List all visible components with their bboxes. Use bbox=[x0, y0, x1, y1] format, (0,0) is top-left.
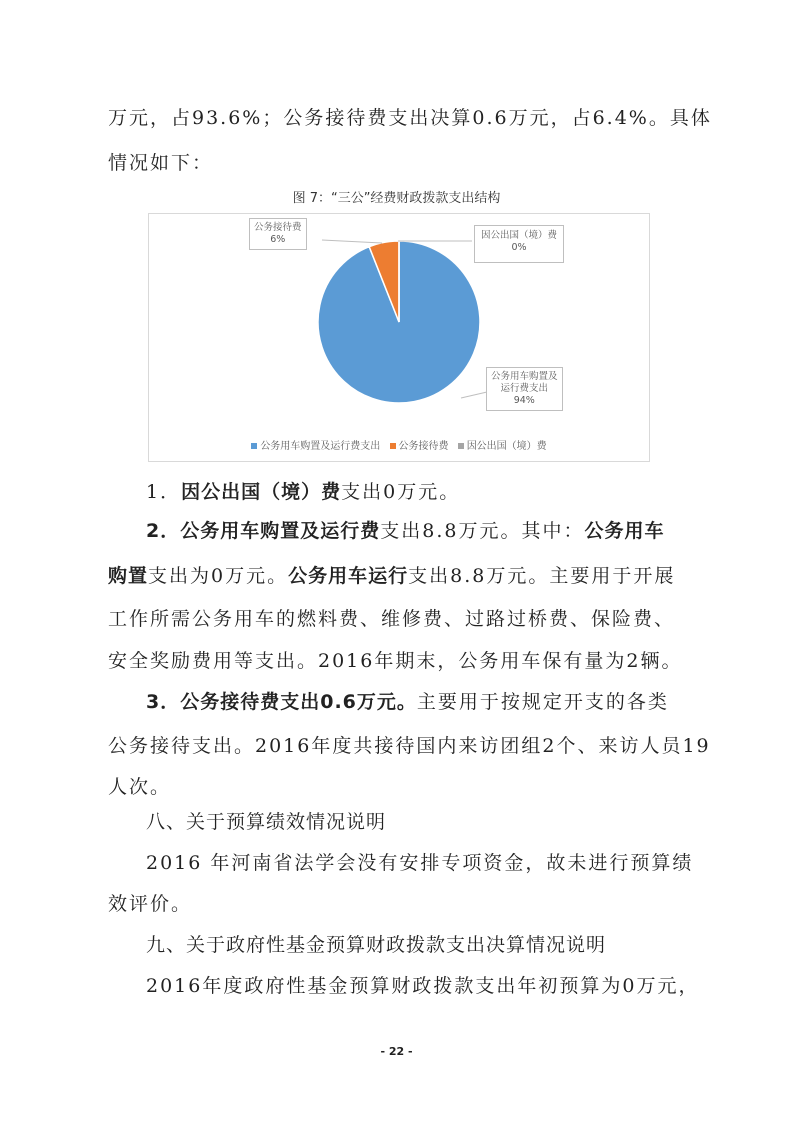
item-3-line-1 bbox=[146, 687, 669, 714]
paragraph-line: 公务接待支出。2016年度共接待国内来访团组2个、来访人员19 bbox=[108, 735, 711, 757]
item-number: 2． bbox=[146, 520, 181, 542]
legend-swatch bbox=[251, 443, 257, 449]
legend-label: 公务用车购置及运行费支出 bbox=[260, 441, 381, 452]
leader-line-vehicle bbox=[461, 392, 487, 398]
legend-label: 因公出国（境）费 bbox=[466, 441, 547, 452]
paragraph-line: 2016年度政府性基金预算财政拨款支出年初预算为0万元， bbox=[146, 975, 700, 997]
page-number: - 22 - bbox=[380, 1045, 413, 1058]
label-name: 因公出国（境）费 bbox=[481, 230, 558, 241]
label-pct: 6% bbox=[270, 234, 286, 245]
item-term: 公务用车购置及运行费 bbox=[180, 520, 381, 542]
item-term: 公务接待费支出0.6万元。 bbox=[180, 691, 417, 713]
paragraph-line: 情况如下： bbox=[108, 152, 214, 174]
pie-chart-svg bbox=[149, 214, 649, 461]
item-2-line-2 bbox=[108, 561, 675, 588]
section-heading-9: 九、关于政府性基金预算财政拨款支出决算情况说明 bbox=[146, 934, 607, 956]
paragraph-line: 安全奖励费用等支出。2016年期末，公务用车保有量为2辆。 bbox=[108, 650, 683, 672]
legend-swatch bbox=[390, 443, 396, 449]
paragraph-line: 2016 年河南省法学会没有安排专项资金，故未进行预算绩 bbox=[146, 852, 694, 874]
legend-label: 公务接待费 bbox=[398, 441, 449, 452]
item-text: 支出0万元。 bbox=[341, 481, 461, 503]
section-heading-8: 八、关于预算绩效情况说明 bbox=[146, 811, 387, 833]
paragraph-line: 人次。 bbox=[108, 776, 172, 798]
item-number: 1． bbox=[146, 481, 182, 503]
data-label-reception bbox=[249, 218, 307, 250]
item-text: 支出8.8万元。其中： bbox=[380, 520, 585, 542]
label-name: 公务用车购置及 bbox=[491, 371, 558, 382]
leader-line-reception bbox=[322, 240, 382, 243]
chart-legend bbox=[149, 437, 649, 452]
legend-item bbox=[390, 441, 449, 452]
item-term: 公务用车 bbox=[584, 520, 665, 542]
item-text: 主要用于按规定开支的各类 bbox=[416, 691, 669, 713]
paragraph-line: 效评价。 bbox=[108, 893, 193, 915]
item-text: 支出8.8万元。主要用于开展 bbox=[408, 565, 676, 587]
data-label-abroad bbox=[474, 225, 564, 263]
item-1 bbox=[146, 477, 460, 504]
figure-title: 图 7：“三公”经费财政拨款支出结构 bbox=[292, 191, 501, 206]
data-label-vehicle bbox=[486, 367, 563, 411]
legend-item bbox=[458, 441, 547, 452]
label-name-2: 运行费支出 bbox=[500, 383, 549, 394]
item-2-line-1 bbox=[146, 516, 664, 543]
label-pct: 94% bbox=[513, 395, 535, 406]
label-name: 公务接待费 bbox=[254, 222, 302, 233]
item-number: 3． bbox=[146, 691, 181, 713]
paragraph-line: 万元，占93.6%；公务接待费支出决算0.6万元，占6.4%。具体 bbox=[108, 107, 712, 129]
item-term: 因公出国（境）费 bbox=[181, 481, 342, 503]
legend-item bbox=[251, 441, 380, 452]
legend-swatch bbox=[458, 443, 464, 449]
label-pct: 0% bbox=[511, 242, 527, 253]
item-text: 支出为0万元。 bbox=[148, 565, 289, 587]
pie-chart bbox=[148, 213, 650, 462]
item-term: 购置 bbox=[108, 565, 149, 587]
item-term: 公务用车运行 bbox=[288, 565, 409, 587]
paragraph-line: 工作所需公务用车的燃料费、维修费、过路过桥费、保险费、 bbox=[108, 608, 676, 630]
